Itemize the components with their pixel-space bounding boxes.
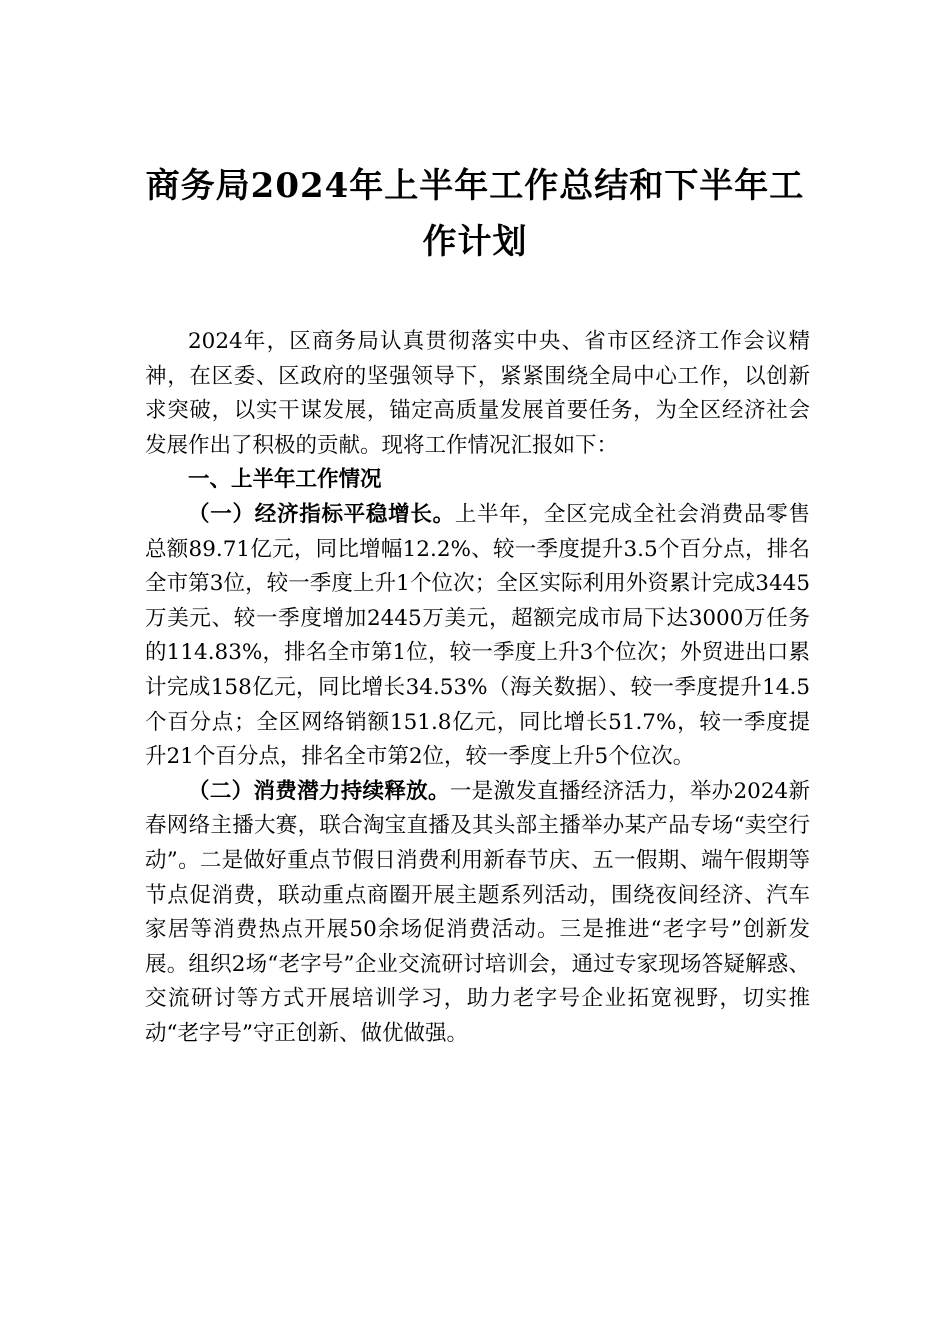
paragraph-item-2 (145, 775, 810, 1052)
intro-paragraph: 2024年，区商务局认真贯彻落实中央、省市区经济工作会议精神，在区委、区政府的坚强领导下，紧紧围绕全局中心工作，以创新求突破，以实干谋发展，锚定高质量发展首要任务，为全区经济社会发展作出了积极的贡献。现将工作情况汇报如下： (145, 329, 810, 458)
item-1-heading: （一）经济指标平稳增长。 (188, 501, 455, 527)
section-heading-1: 一、上半年工作情况 (188, 467, 382, 493)
document-title: 商务局2024年上半年工作总结和下半年工作计划 (145, 166, 805, 262)
paragraph-item-1 (145, 498, 810, 775)
item-2-heading: （二）消费潜力持续释放。 (188, 778, 450, 804)
item-2-text: 一是激发直播经济活力，举办2024新春网络主播大赛，联合淘宝直播及其头部主播举办某产品专场“卖空行动”。二是做好重点节假日消费利用新春节庆、五一假期、端午假期等节点促消费，联动重点商圈开展主题系列活动，围绕夜间经济、汽车家居等消费热点开展50余场促消费活动。三是推进“老字号”创新发展。组织2场“老字号”企业交流研讨培训会，通过专家现场答疑解惑、交流研讨等方式开展培训学习，助力老字号企业拓宽视野，切实推动“老字号”守正创新、做优做强。 (145, 778, 810, 1046)
item-1-text: 上半年，全区完成全社会消费品零售总额89.71亿元，同比增幅12.2%、较一季度提升3.5个百分点，排名全市第3位，较一季度上升1个位次；全区实际利用外资累计完成3445万美元、较一季度增加2445万美元，超额完成市局下达3000万任务的114.83%，排名全市第1位，较一季度上升3个位次；外贸进出口累计完成158亿元，同比增长34.53%（海关数据）、较一季度提升14.5个百分点；全区网络销额151.8亿元，同比增长51.7%，较一季度提升21个百分点，排名全市第2位，较一季度上升5个位次。 (145, 501, 810, 770)
document-body (145, 325, 810, 1051)
